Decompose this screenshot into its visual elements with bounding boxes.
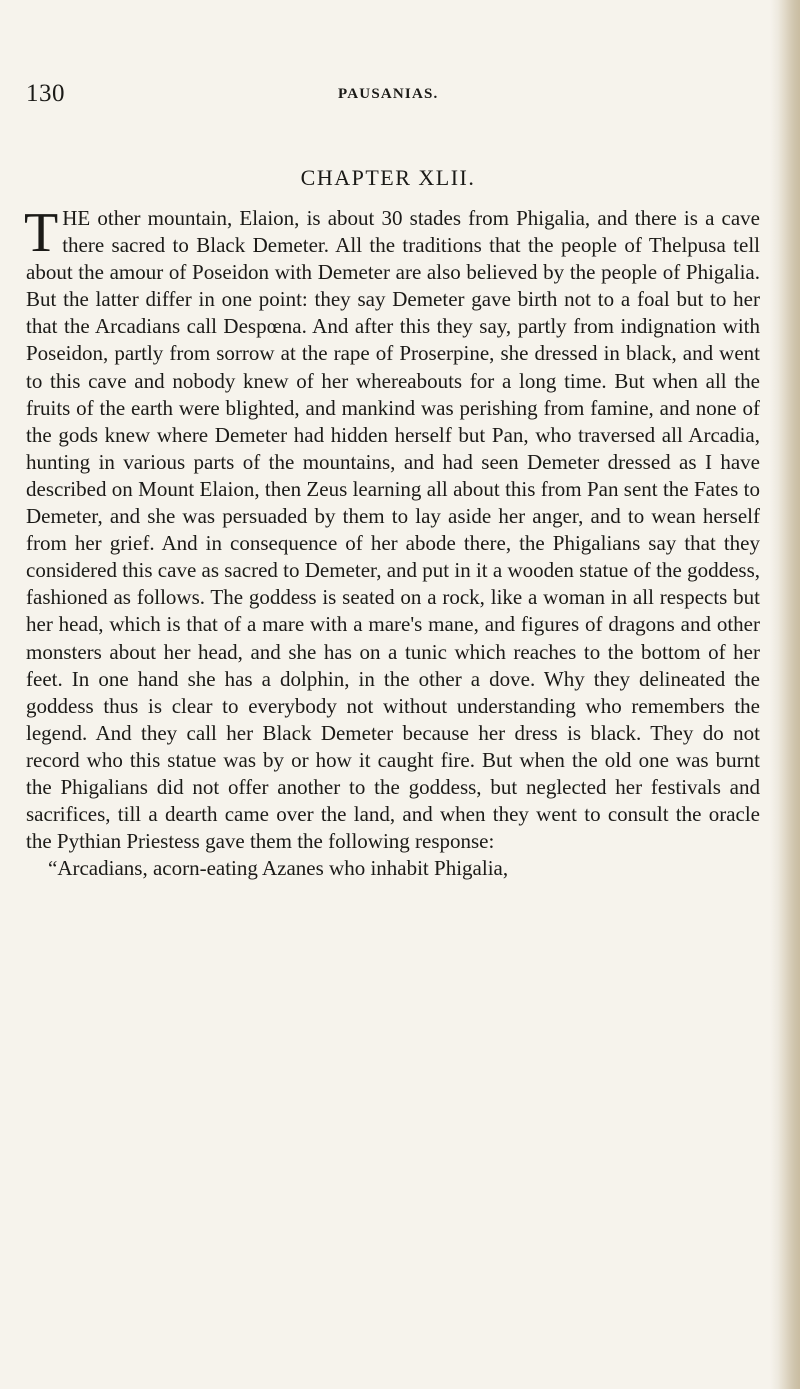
chapter-title: [0, 165, 800, 191]
chapter-title-text: CHAPTER XLII.: [300, 165, 476, 190]
drop-cap: T: [24, 202, 59, 264]
page-header: [26, 80, 766, 114]
oracle-verse-line: “Arcadians, acorn-eating Azanes who inhabit Phigalia,: [48, 856, 509, 881]
running-head: PAUSANIAS.: [338, 86, 439, 102]
body-text: [24, 202, 760, 882]
page-number: 130: [26, 80, 65, 107]
page-edge-shadow: [778, 0, 800, 1389]
paragraph-text: HE other mountain, Elaion, is about 30 stades from Phigalia, and there is a cave there sacred to Black Demeter. All the traditions that the people of Thelpusa tell about the amour of Poseidon with Demeter are also believed by the people of Phigalia. But the latter differ in one point: they say Demeter gave birth not to a foal but to her that the Arcadians call Despœna. And after this they say, partly from indignation with Poseidon, partly from sorrow at the rape of Proserpine, she dressed in black, and went to this cave and nobody knew of her whereabouts for a long time. But when all the fruits of the earth were blighted, and mankind was perishing from famine, and none of the gods knew where Demeter had hidden herself but Pan, who traversed all Arcadia, hunting in various parts of the mountains, and had seen Demeter dressed as I have described on Mount Elaion, then Zeus learning all about this from Pan sent the Fates to Demeter, and she was persuaded by them to lay aside her anger, and to wean herself from her grief. And in consequence of her abode there, the Phigalians say that they considered this cave as sacred to Demeter, and put in it a wooden statue of the goddess, fashioned as follows. The goddess is seated on a rock, like a woman in all respects but her head, which is that of a mare with a mare's mane, and figures of dragons and other monsters about her head, and she has on a tunic which reaches to the bottom of her feet. In one hand she has a dolphin, in the other a dove. Why they delineated the goddess thus is clear to everybody not without understanding who remembers the legend. And they call her Black Demeter because her dress is black. They do not record who this statue was by or how it caught fire. But when the old one was burnt the Phigalians did not offer another to the goddess, but neglected her festivals and sacrifices, till a dearth came over the land, and when they went to consult the oracle the Pythian Priestess gave them the following response:: [26, 206, 760, 854]
paragraph: [24, 202, 760, 855]
